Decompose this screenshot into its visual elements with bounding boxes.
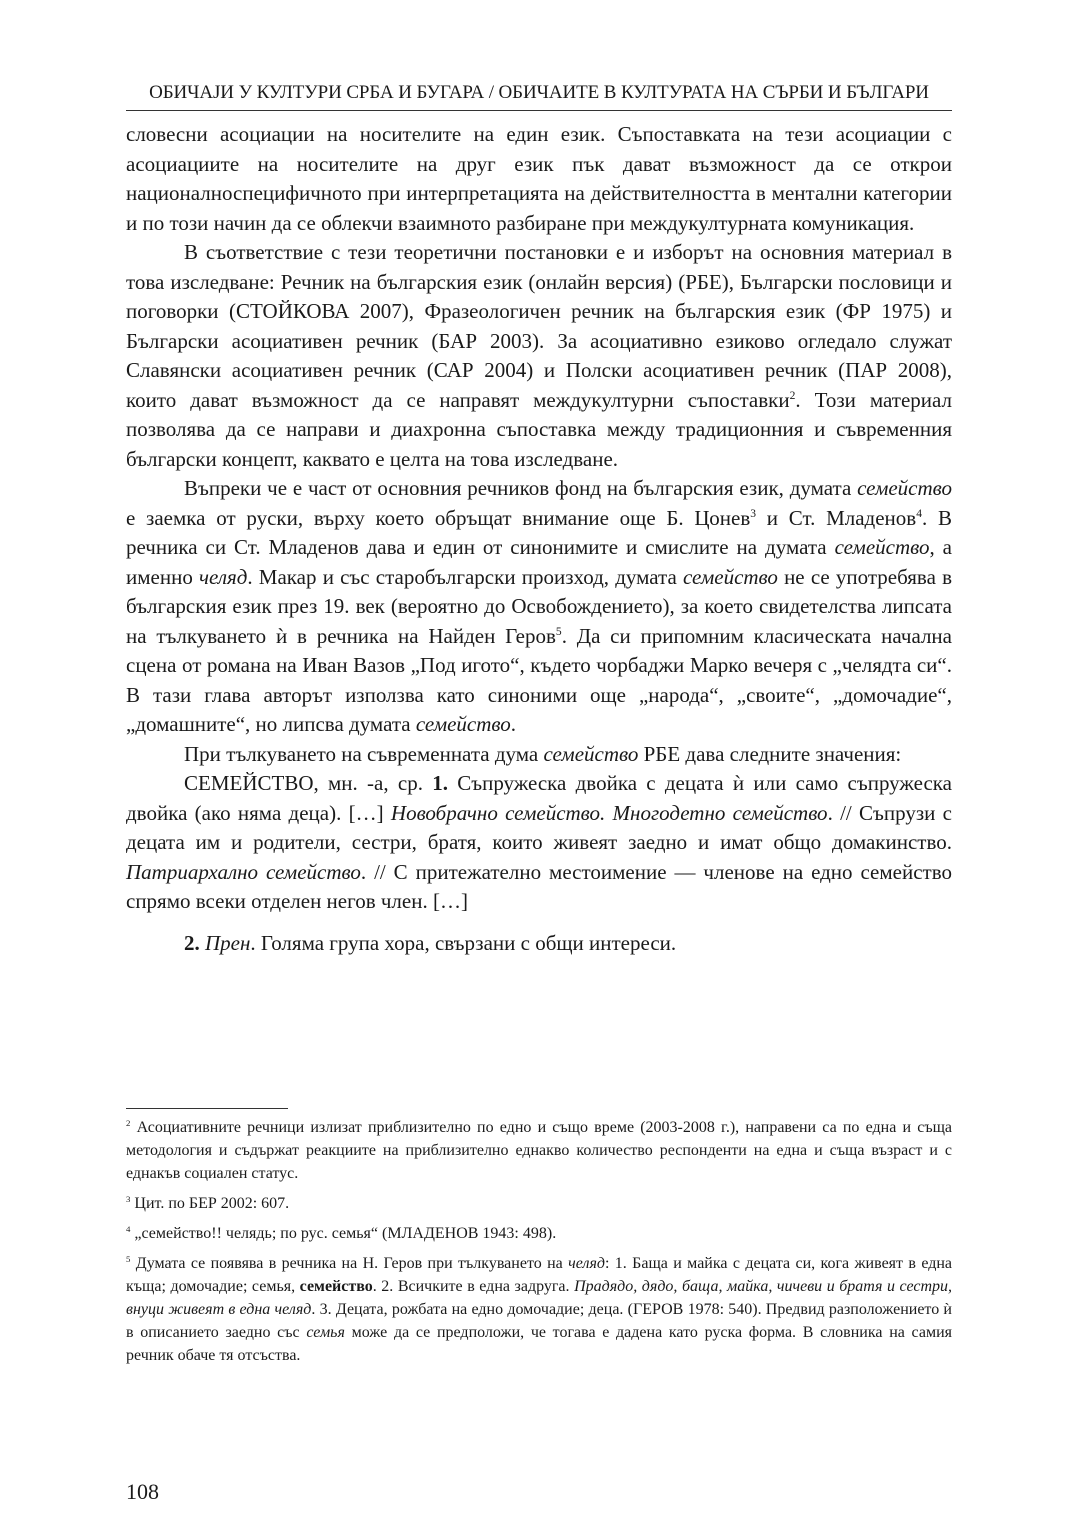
footnote-3 (126, 1192, 952, 1215)
footnote-text: . 2. Всичките в една задруга. (372, 1278, 575, 1295)
paragraph-3-text: Въпреки че е част от основния речников фонд на българския език, думата (184, 476, 858, 500)
paragraph-1: словесни асоциации на носителите на един език. Съпоставката на тези асоциации с асоциациите на носителите на друг език пък дават възможност да се открои националноспецифичното при интерпретацията на действителността в ментални категории и по този начин да се облекчи взаимното разбиране при междукултурната комуникация. (126, 122, 952, 235)
paragraph-3-text: не се употребява в българския език през 19. век (вероятно до Освобождението), за което свидетелства липсата на тълкуването ѝ в речника на Найден Геров (126, 564, 952, 648)
footnote-number: 4 (126, 1223, 131, 1234)
footnote-ref-2: 2 (789, 389, 796, 402)
running-header: ОБИЧАЈИ У КУЛТУРИ СРБА И БУГАРА / ОБИЧАИТЕ В КУЛТУРАТА НА СЪРБИ И БЪЛГАРИ (126, 80, 952, 111)
footnote-text: Думата се появява в речника на Н. Геров при тълкуването на (135, 1255, 569, 1272)
footnote-text: Асоциативните речници излизат приблизително по едно и също време (2003-2008 г.), направени са по една и съща методология и съдържат реакциите на приблизително еднакво количество респонденти на една и съща възраст и с еднакъв социален статус. (126, 1119, 953, 1182)
paragraph-2 (126, 238, 952, 474)
footnote-2 (126, 1116, 952, 1185)
footnote-ref-5: 5 (555, 625, 562, 638)
entry-text: Съпружеска двойка с децата ѝ или само съпружеска двойка (ако няма деца). […] (126, 771, 953, 825)
entry-text: . // Съпрузи с децата им и родители, сестри, братя, които живеят заедно и имат общо домакинство. (126, 800, 952, 854)
footnote-rule (126, 1108, 288, 1109)
footnote-4 (126, 1222, 952, 1245)
sense-number-1: 1. (432, 771, 448, 795)
paragraph-3-text: . Да си припомним класическата начална сцена от романа на Иван Вазов „Под игото“, където чорбаджи Марко вечеря с „челядта си“. В тази глава авторът използва като синоними още „народа“, „своите“, „домочадие“, „домашните“, но липсва думата (126, 623, 952, 736)
entry-example: Патриархално семейство (126, 859, 361, 884)
footnote-bold: семейство (299, 1278, 373, 1295)
dictionary-entry (126, 769, 952, 917)
paragraph-3-text: , а именно (126, 535, 952, 589)
paragraph-3 (126, 474, 952, 740)
main-text (126, 120, 952, 958)
footnotes (126, 1116, 952, 1374)
italic-term: семейство (543, 741, 639, 766)
paragraph-2-text-b: . Този материал позволява да се направи и диахронна съпоставка между традиционния и съвременния български концепт, каквато е целта на това изследване. (126, 387, 952, 471)
italic-term: семейство (415, 712, 511, 736)
footnote-text: . 3. Децата, рожбата на едно домочадие; деца. (ГЕРОВ 1978: 540). Предвид разположението ѝ в описанието заедно със (126, 1301, 952, 1341)
italic-term: семейство (683, 564, 778, 589)
sense-label: Прен (205, 930, 251, 955)
footnote-text: Цит. по БЕР 2002: 607. (134, 1195, 290, 1212)
paragraph-3-text: . В речника си Ст. Младенов дава и един от синонимите и смислите на думата (126, 505, 952, 559)
sense-text: . Голяма група хора, свързани с общи интереси. (250, 930, 677, 955)
footnote-text: „семейство!! челядь; по рус. семья“ (МЛАДЕНОВ 1943: 498). (134, 1225, 557, 1242)
paragraph-3-text: . (510, 712, 516, 736)
footnote-italic: Прадядо, дядо, баща, майка, чичеви и братя и сестри, внуци живеят в една челяд (126, 1278, 952, 1318)
paragraph-3-text: . Макар и със старобългарски произход, думата (247, 564, 683, 589)
footnote-text: : 1. Баща и майка с децата си, кога живеят в една къща; домочадие; семья, (126, 1255, 953, 1295)
paragraph-3-text: и Ст. Младенов (756, 505, 917, 530)
footnote-italic: челяд (568, 1255, 605, 1272)
dictionary-sense-2 (126, 929, 952, 959)
italic-term: челяд (199, 564, 248, 589)
paragraph-2-text-a: В съответствие с тези теоретични постановки е и изборът на основния материал в това изследване: Речник на българския език (онлайн версия) (РБЕ), Български пословици и поговорки (СТОЙКОВА 2007), Фразеологичен речник на българския език (ФР 1975) и Български асоциативен речник (БАР 2003). За асоциативно езиково огледало служат Славянски асоциативен речник (САР 2004) и Полски асоциативен речник (ПАР 2008), които дават възможност да се направят междукултурни съпоставки (126, 240, 952, 412)
footnote-italic: семья (306, 1324, 345, 1341)
paragraph-4-text: При тълкуването на съвременната дума (184, 741, 544, 766)
entry-text: . // С притежателно местоимение — членове на едно семейство спрямо всеки отделен негов член. […] (126, 859, 952, 913)
footnote-number: 2 (126, 1117, 131, 1128)
footnote-number: 5 (126, 1253, 131, 1264)
footnote-ref-4: 4 (916, 507, 922, 520)
paragraph-4 (126, 740, 952, 770)
sense-number-2: 2. (184, 930, 200, 955)
footnote-text: може да се предположи, че тогава е дадена като руска форма. В словника на самия речник обаче тя отсъства. (126, 1324, 952, 1364)
entry-example: Новобрачно семейство. Многодетно семейство (390, 800, 828, 825)
footnote-number: 3 (126, 1193, 131, 1204)
italic-term: семейство (834, 535, 930, 559)
footnote-5 (126, 1252, 952, 1367)
entry-text: СЕМЕЙСТВО, мн. -а, ср. (184, 771, 433, 795)
italic-term: семейство (857, 476, 952, 500)
paragraph-3-text: е заемка от руски, върху което обръщат внимание още Б. Цонев (126, 505, 751, 530)
page-number: 108 (126, 1479, 159, 1504)
footnote-ref-3: 3 (750, 507, 757, 520)
paragraph-4-text: РБЕ дава следните значения: (638, 741, 902, 766)
